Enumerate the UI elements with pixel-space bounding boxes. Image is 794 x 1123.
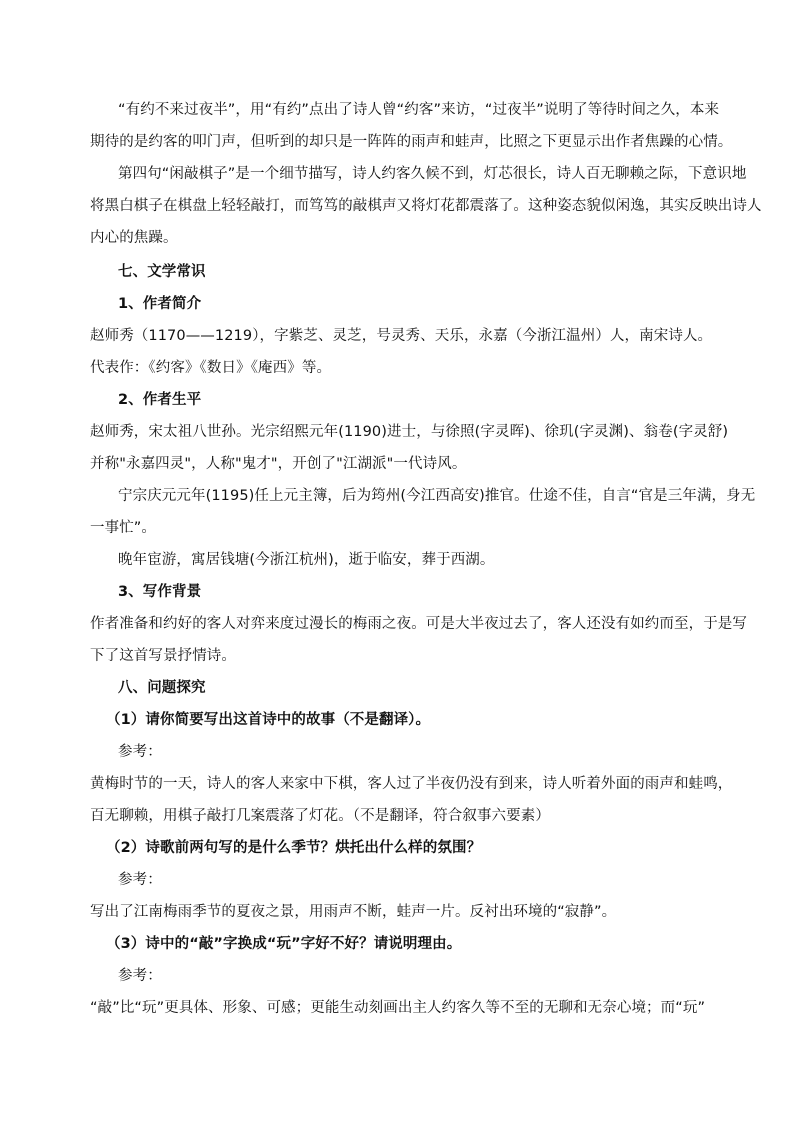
text-line: 晚年宦游，寓居钱塘(今浙江杭州)，逝于临安，葬于西湖。 (118, 552, 495, 568)
text-line: 赵师秀，宋太祖八世孙。光宗绍熙元年(1190)进士，与徐照(字灵晖)、徐玑(字灵渊)、翁卷(字灵舒) (90, 424, 729, 440)
text-line: 代表作：《约客》《数日》《庵西》等。 (90, 360, 332, 376)
subheading-author-life: 2、作者生平 (118, 392, 202, 408)
question-2: （2）诗歌前两句写的是什么季节？烘托出什么样的氛围？ (106, 840, 482, 856)
paragraph-line: “有约不来过夜半”，用“有约”点出了诗人曾“约客”来访，“过夜半”说明了等待时间之久，本来 (118, 102, 720, 118)
reference-label: 参考： (118, 968, 162, 984)
text-line: 一事忙”。 (90, 520, 157, 536)
paragraph-line: 期待的是约客的叩门声，但听到的却只是一阵阵的雨声和蛙声，比照之下更显示出作者焦躁的心情。 (90, 134, 733, 150)
answer-line: 黄梅时节的一天，诗人的客人来家中下棋，客人过了半夜仍没有到来，诗人听着外面的雨声和蛙鸣， (90, 776, 733, 792)
subheading-background: 3、写作背景 (118, 584, 202, 600)
question-3: （3）诗中的“敲”字换成“玩”字好不好？请说明理由。 (106, 936, 462, 952)
text-line: 下了这首写景抒情诗。 (90, 648, 236, 664)
text-line: 并称"永嘉四灵"，人称"鬼才"，开创了"江湖派"一代诗风。 (90, 456, 467, 472)
text-line: 作者准备和约好的客人对弈来度过漫长的梅雨之夜。可是大半夜过去了，客人还没有如约而至，于是写 (90, 616, 747, 632)
question-1: （1）请你简要写出这首诗中的故事（不是翻译）。 (106, 712, 431, 728)
answer-line: “敲”比“玩”更具体、形象、可感；更能生动刻画出主人约客久等不至的无聊和无奈心境；而“玩” (90, 1000, 706, 1016)
text-line: 宁宗庆元元年(1195)任上元主簿，后为筠州(今江西高安)推官。仕途不佳，自言“官是三年满，身无 (118, 488, 756, 504)
section-heading-literature: 七、文学常识 (118, 264, 206, 280)
answer-line: 百无聊赖，用棋子敲打几案震落了灯花。（不是翻译，符合叙事六要素） (90, 808, 550, 824)
paragraph-line: 第四句“闲敲棋子”是一个细节描写，诗人约客久候不到，灯芯很长，诗人百无聊赖之际，下意识地 (118, 166, 747, 182)
reference-label: 参考： (118, 744, 162, 760)
text-line: 赵师秀（1170——1219），字紫芝、灵芝，号灵秀、天乐，永嘉（今浙江温州）人，南宋诗人。 (90, 328, 713, 344)
paragraph-line: 内心的焦躁。 (90, 230, 178, 246)
paragraph-line: 将黑白棋子在棋盘上轻轻敲打，而笃笃的敲棋声又将灯花都震落了。这种姿态貌似闲逸，其实反映出诗人 (90, 198, 762, 214)
section-heading-questions: 八、问题探究 (118, 680, 206, 696)
reference-label: 参考： (118, 872, 162, 888)
subheading-author-intro: 1、作者简介 (118, 296, 202, 312)
answer-line: 写出了江南梅雨季节的夏夜之景，用雨声不断，蛙声一片。反衬出环境的“寂静”。 (90, 904, 617, 920)
